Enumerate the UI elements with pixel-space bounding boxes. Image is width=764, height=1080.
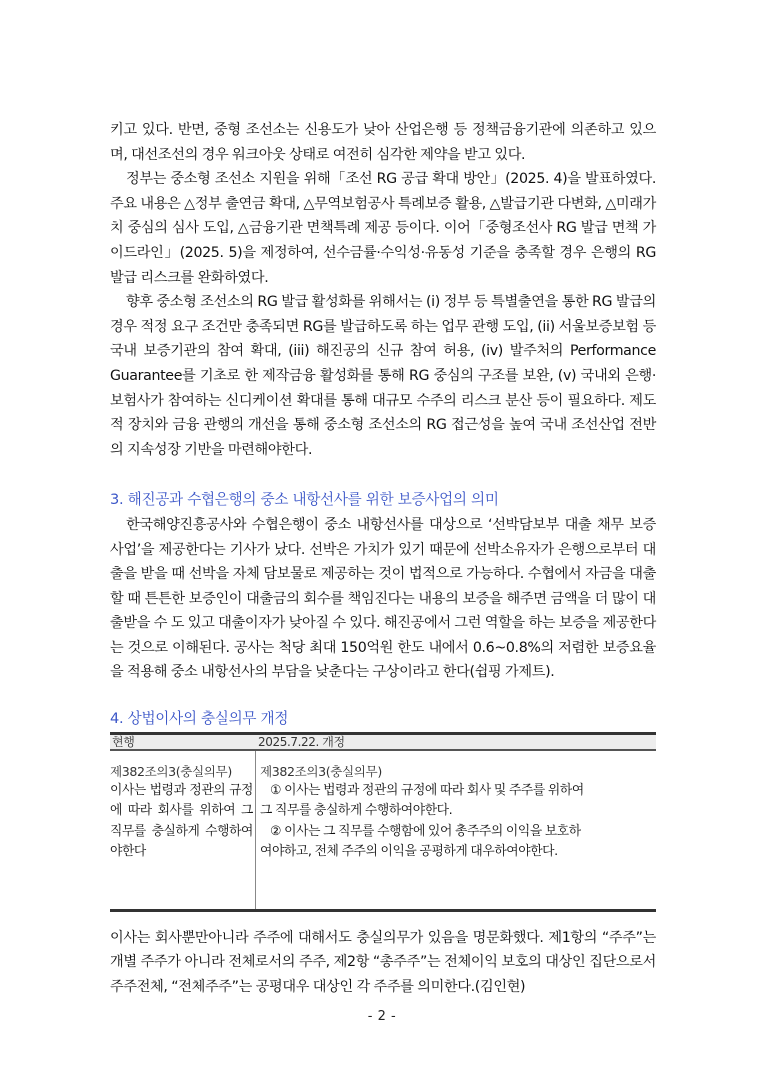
document-body (110, 118, 656, 999)
paragraph-4: 한국해양진흥공사와 수협은행이 중소 내항선사를 대상으로 ‘선박담보부 대출 채무 보증 사업’을 제공한다는 기사가 났다. 선박은 가치가 있기 때문에 선박소유자가 은행으로부터 대출을 받을 때 선박을 자체 담보물로 제공하는 것이 법적으로 가능하다. 수협에서 자금을 대출할 때 튼튼한 보증인이 대출금의 회수를 책임진다는 내용의 보증을 해주면 금액을 더 많이 대출받을 수 도 있고 대출이자가 낮아질 수 있다. 해진공에서 그런 역할을 하는 보증을 제공한다는 것으로 이해된다. 공사는 척당 최대 150억원 한도 내에서 0.6~0.8%의 저렴한 보증요율을 적용해 중소 내항선사의 부담을 낮춘다는 구상이라고 한다(쉽핑 가제트). (110, 516, 656, 681)
header-revised: 2025.7.22. 개정 (258, 734, 345, 749)
comparison-table (110, 732, 656, 912)
paragraph-5: 이사는 회사뿐만아니라 주주에 대해서도 충실의무가 있음을 명문화했다. 제1항의 “주주”는 개별 주주가 아니라 전체로서의 주주, 제2항 “총주주”는 전체이익 보호의 대상인 집단으로서 주주전체, “전체주주”는 공평대우 대상인 각 주주를 의미한다.(김인현) (110, 929, 656, 995)
table-header (110, 732, 656, 749)
section-4-heading: 4. 상법이사의 충실의무 개정 (110, 710, 289, 728)
paragraph-1: 키고 있다. 반면, 중형 조선소는 신용도가 낮아 산업은행 등 정책금융기관에 의존하고 있으며, 대선조선의 경우 워크아웃 상태로 여전히 심각한 제약을 받고 있다. (110, 122, 656, 163)
page-number: - 2 - (367, 1009, 397, 1024)
current-article-text: 이사는 법령과 정관의 규정에 따라 회사를 위하여 그 직무를 충실하게 수행하여야한다 (110, 782, 253, 860)
revised-item-1-cont: 그 직무를 충실하게 수행하여야한다. (260, 803, 453, 819)
current-column (110, 751, 256, 909)
revised-column (256, 751, 656, 909)
paragraph-3: 향후 중소형 조선소의 RG 발급 활성화를 위해서는 (i) 정부 등 특별출연을 통한 RG 발급의 경우 적정 요구 조건만 충족되면 RG를 발급하도록 하는 업무 관행 도입, (ii) 서울보증보험 등 국내 보증기관의 참여 확대, (iii) 해진공의 신규 참여 허용, (iv) 발주처의 Performance Guarantee를 기초로 한 제작금융 활성화를 통해 RG 중심의 구조를 보완, (v) 국내외 은행·보험사가 참여하는 신디케이션 확대를 통해 대규모 수주의 리스크 분산 등이 필요하다. 제도적 장치와 금융 관행의 개선을 통해 중소형 조선소의 RG 접근성을 높여 국내 조선산업 전반의 지속성장 기반을 마련해야한다. (110, 294, 656, 458)
revised-item-1: ① 이사는 법령과 정관의 규정에 따라 회사 및 주주를 위하여 (270, 782, 584, 798)
revised-item-2-cont: 여야하고, 전체 주주의 이익을 공평하게 대우하여야한다. (260, 844, 558, 860)
paragraph-2: 정부는 중소형 조선소 지원을 위해「조선 RG 공급 확대 방안」(2025. 4)을 발표하였다. 주요 내용은 △정부 출연금 확대, △무역보험공사 특례보증 활용, △발급기관 다변화, △미래가치 중심의 심사 도입, △금융기관 면책특례 제공 등이다. 이어「중형조선사 RG 발급 면책 가이드라인」(2025. 5)을 제정하여, 선수금률·수익성·유동성 기준을 충족할 경우 은행의 RG 발급 리스크를 완화하였다. (110, 171, 656, 286)
section-3-heading: 3. 해진공과 수협은행의 중소 내항선사를 위한 보증사업의 의미 (110, 491, 499, 509)
revised-item-2: ② 이사는 그 직무를 수행함에 있어 총주주의 이익을 보호하 (270, 823, 581, 839)
current-article-title: 제382조의3(충실의무) (110, 763, 232, 779)
table-body (110, 749, 656, 912)
revised-article-title: 제382조의3(충실의무) (260, 763, 382, 779)
header-current: 현행 (112, 734, 135, 749)
